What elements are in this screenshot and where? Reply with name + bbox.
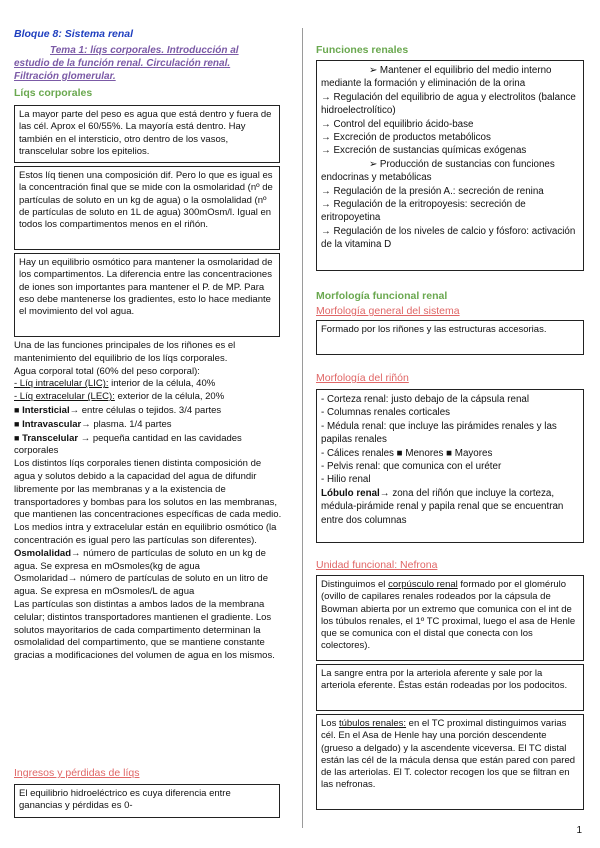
function-item: → Regulación de la presión A.: secreción de renina xyxy=(321,185,544,197)
square-bullet-icon: ■ xyxy=(14,404,20,415)
bullet-term: Transcelular xyxy=(22,432,79,444)
lec-text: exterior de la célula, 20% xyxy=(114,391,225,403)
kidney-item: - Columnas renales corticales xyxy=(321,407,451,419)
note-box-1: La mayor parte del peso es agua que está dentro y fuera de las cél. Aprox el 60/55%. La mayoría está dentro. Hay también en el intersticio, otro dentro de los vasos, transcelular sobre los epitelios. xyxy=(14,105,280,163)
square-bullet-icon: ■ xyxy=(14,418,20,429)
osmolalidad-term: Osmolalidad xyxy=(14,547,72,559)
bullet-term: Intravascular xyxy=(22,418,82,430)
bullet-intersticial xyxy=(14,404,282,418)
function-item: → Regulación del equilibrio de agua y electrolitos (balance hidroelectrolítico) xyxy=(321,91,576,117)
osmolalidad-text: → número de partículas de soluto en un kg de agua. Se expresa en mOsmoles(kg de agua xyxy=(14,547,266,572)
lobulo-term: Lóbulo renal xyxy=(321,487,380,499)
topic-title: Tema 1: líqs corporales. Introducción al estudio de la función renal. Circulación renal. Filtración glomerular. xyxy=(14,45,239,82)
subheading-ingresos: Ingresos y pérdidas de líqs xyxy=(14,767,140,779)
section-heading-funciones: Funciones renales xyxy=(316,44,409,56)
nefrona-box-2: La sangre entra por la arteriola aferente y sale por la arteriola eferente. Éstas están rodeadas por los podocitos. xyxy=(316,664,584,711)
corpusculo-term: corpúsculo renal xyxy=(388,579,458,590)
nefrona-box-3 xyxy=(316,714,584,810)
text: en el TC proximal distinguimos varias cél. En el Asa de Henle hay una porción descendente (grueso a delgado) y la ascendente viceversa. El TC distal están las cél de la mácula densa que están pared con pared de las arteriolas. El T. colector recogen los que se filtran en las nefronas. xyxy=(321,718,576,791)
morph-general-box: Formado por los riñones y las estructuras accesorias. xyxy=(316,320,584,355)
column-divider xyxy=(302,28,303,828)
bullet-transcelular xyxy=(14,432,282,459)
function-item: → Excreción de sustancias químicas exógenas xyxy=(321,145,527,157)
block-title: Bloque 8: Sistema renal xyxy=(14,28,134,40)
kidney-item: - Hilio renal xyxy=(321,474,371,486)
kidney-item: - Pelvis renal: que comunica con el uréter xyxy=(321,461,502,473)
section-heading-liqs: Líqs corporales xyxy=(14,87,93,99)
function-item: ➢ Mantener el equilibrio del medio interno mediante la formación y eliminación de la orina xyxy=(321,65,552,90)
function-item: → Excreción de productos metabólicos xyxy=(321,132,491,144)
paragraph: Agua corporal total (60% del peso corporal): xyxy=(14,365,200,377)
functions-box xyxy=(316,60,584,271)
note-box-3: Hay un equilibrio osmótico para mantener la osmolaridad de los compartimentos. La diferencia entre las concentraciones de iones son importantes para mantener el P. de MP. Para eso debe mantenerse los gradientes, esto lo hace mediante el movimiento del vol agua. xyxy=(14,253,280,337)
bullet-intravascular xyxy=(14,418,282,432)
kidney-item: - Cálices renales ■ Menores ■ Mayores xyxy=(321,447,493,459)
lic-line xyxy=(14,378,282,391)
page-number: 1 xyxy=(576,825,582,836)
note-box-4: El equilibrio hidroeléctrico es cuya diferencia entre ganancias y pérdidas es 0- xyxy=(14,784,280,818)
lec-line xyxy=(14,391,282,404)
nefrona-box-1 xyxy=(316,575,584,661)
function-item: → Control del equilibrio ácido-base xyxy=(321,118,474,130)
kidney-item: - Corteza renal: justo debajo de la cápsula renal xyxy=(321,394,530,405)
lec-term: - Líq extracelular (LEC): xyxy=(14,391,115,403)
function-item: → Regulación de los niveles de calcio y fósforo: activación de la vitamina D xyxy=(321,225,576,251)
lic-text: interior de la célula, 40% xyxy=(108,378,216,390)
paragraph: Osmolaridad→ número de partículas de soluto en un litro de agua. Se expresa en mOsmoles/L de agua xyxy=(14,573,268,598)
bullet-text: → entre células o tejidos. 3/4 partes xyxy=(69,404,222,416)
bullet-text: → plasma. 1/4 partes xyxy=(81,418,172,430)
lobulo-text: → zona del riñón que incluye la corteza, médula-pirámide renal y papila renal que se encuentran entre dos columnas xyxy=(321,487,564,526)
subheading-morfologia-general: Morfología general del sistema xyxy=(316,305,460,317)
kidney-box xyxy=(316,389,584,543)
paragraph: Las partículas son distintas a ambos lados de la membrana celular; distintos transportadores mantienen el gradiente. Los solutos mayoritarios de cada compartimento determinan la osmolalidad del compartimento, que se mantiene constante gracias a modificaciones del volumen de agua en los mismos. xyxy=(14,598,275,662)
text: Los xyxy=(321,718,339,729)
function-item: ➢ Producción de sustancias con funciones endocrinas y metabólicas xyxy=(321,158,555,184)
note-box-2: Estos líq tienen una composición dif. Pero lo que es igual es la concentración final que se mide con la osmolaridad (nº de partículas de soluto en un kg de agua) o la osmolalidad (nº de partículas de soluto en 1L de agua) 300mOsm/l. Igual en todos los compartimentos menos en el riñón. xyxy=(14,166,280,250)
paragraph: Una de las funciones principales de los riñones es el mantenimiento del equilibrio de los líqs corporales. xyxy=(14,340,236,364)
section-heading-morfologia: Morfología funcional renal xyxy=(316,290,448,302)
left-body xyxy=(14,340,282,663)
osmolalidad-paragraph xyxy=(14,548,282,574)
subheading-morfologia-rinon: Morfología del riñón xyxy=(316,372,409,384)
square-bullet-icon: ■ xyxy=(14,432,20,443)
text: formado por el glomérulo (ovillo de capilares renales rodeados por la cápsula de Bowman abierta por un extremo que comunica con el int de los túbulos renales, el 1º TC proximal, luego el asa de Henle que se comunica con el distal que conecta con los colectores). xyxy=(321,579,576,652)
text: Distinguimos el xyxy=(321,579,389,590)
function-item: → Regulación de la eritropoyesis: secreción de eritropoyetina xyxy=(321,199,526,224)
subheading-nefrona: Unidad funcional: Nefrona xyxy=(316,559,438,571)
tubulos-term: túbulos renales: xyxy=(338,718,407,729)
bullet-text: → pequeña cantidad en las cavidades corporales xyxy=(14,432,242,457)
paragraph: Los distintos líqs corporales tienen distinta composición de agua y solutos debido a la capacidad del agua de difundir libremente por las membranas y a la existencia de transportadores y bombas para los solutos en las membranas, que mantienen las concentraciones específicas de cada medio. Los medios intra y extracelular están en equilibrio osmótico (la concentración es igual pero las partículas son diferentes). xyxy=(14,458,282,546)
lobulo-item xyxy=(321,487,579,527)
bullet-term: Intersticial xyxy=(22,404,70,416)
kidney-item: - Médula renal: que incluye las pirámides renales y las papilas renales xyxy=(321,420,557,446)
lic-term: - Líq intracelular (LIC): xyxy=(14,378,109,390)
